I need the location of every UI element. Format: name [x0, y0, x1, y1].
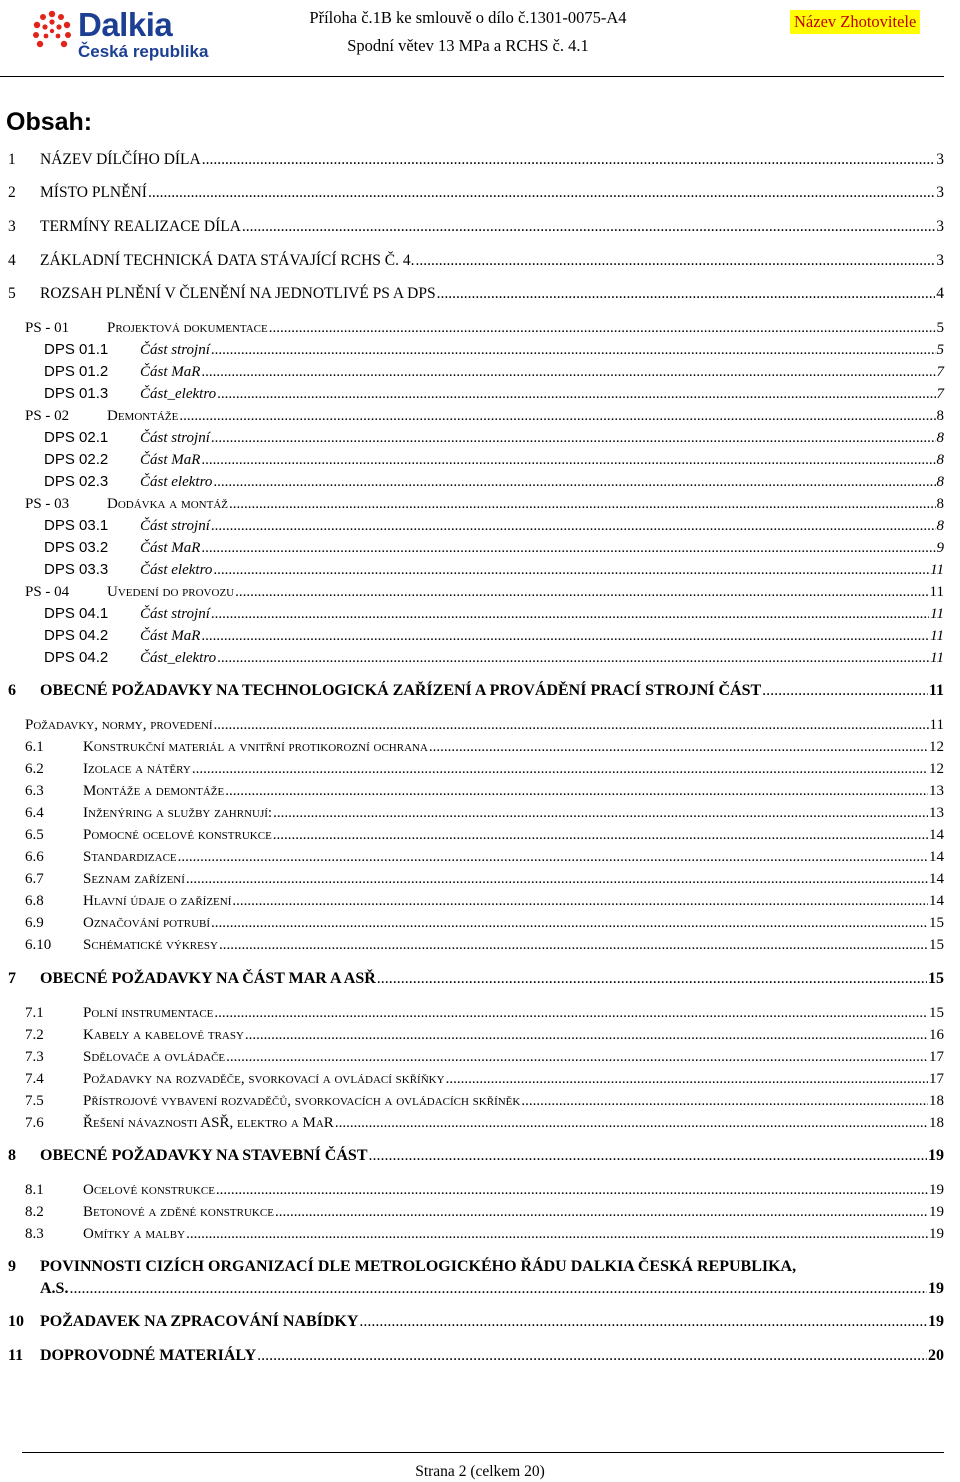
toc-entry-page: 15	[929, 937, 944, 953]
toc-entry-number: DPS 03.3	[44, 561, 109, 578]
toc-dot-leader	[211, 515, 936, 537]
toc-entry-page: 11	[929, 584, 944, 600]
toc-entry[interactable]	[0, 1068, 944, 1090]
toc-entry-title: Izolace a nátěry	[83, 761, 191, 777]
toc-entry[interactable]	[0, 1179, 944, 1201]
toc-entry-title: Přístrojové vybavení rozvaděčů, svorkovacích a ovládacích skříněk	[83, 1093, 521, 1109]
toc-dot-leader	[235, 581, 928, 603]
toc-entry-number: 6.1	[25, 739, 44, 755]
toc-dot-leader	[219, 934, 928, 956]
toc-entry-number: 3	[8, 218, 16, 235]
toc-entry[interactable]	[0, 515, 944, 537]
toc-entry-title: Polní instrumentace	[83, 1005, 214, 1021]
toc-dot-leader	[201, 625, 929, 647]
toc-dot-leader	[225, 780, 928, 802]
toc-entry[interactable]	[0, 1223, 944, 1245]
toc-entry-number: 7.6	[25, 1115, 44, 1131]
toc-entry[interactable]	[0, 581, 944, 603]
toc-entry-page: 19	[928, 1147, 944, 1164]
toc-entry[interactable]	[0, 802, 944, 824]
toc-dot-leader	[359, 1311, 927, 1333]
toc-dot-leader	[368, 1145, 927, 1167]
toc-entry-title: Část_elektro	[140, 386, 217, 402]
toc-entry-title: Pomocné ocelové konstrukce	[83, 827, 272, 843]
toc-dot-leader	[211, 427, 936, 449]
toc-entry-page: 19	[929, 1182, 944, 1198]
toc-entry-number: 8.1	[25, 1182, 44, 1198]
toc-entry-title: Část MaR	[140, 452, 201, 468]
toc-entry-title: Řešení návaznosti ASŘ, elektro a MaR	[83, 1115, 334, 1131]
toc-entry-number: 7.5	[25, 1093, 44, 1109]
toc-entry-number: DPS 01.2	[44, 363, 109, 380]
toc-entry[interactable]	[0, 1112, 944, 1134]
toc-entry-title: POVINNOSTI CIZÍCH ORGANIZACÍ DLE METROLOGICKÉHO ŘÁDU DALKIA ČESKÁ REPUBLIKA,	[40, 1258, 797, 1275]
toc-entry-title: Část elektro	[140, 562, 213, 578]
toc-entry-title: Kabely a kabelové trasy	[83, 1027, 244, 1043]
toc-entry-page: 8	[936, 474, 944, 490]
toc-entry-page: 18	[929, 1115, 944, 1131]
toc-entry[interactable]	[0, 250, 944, 272]
toc-entry-number: 8	[8, 1147, 16, 1164]
toc-entry-title: POŽADAVEK NA ZPRACOVÁNÍ NABÍDKY	[40, 1313, 359, 1330]
toc-entry-title: Ocelové konstrukce	[83, 1182, 215, 1198]
toc-dot-leader	[186, 1223, 928, 1245]
toc-entry[interactable]	[0, 559, 944, 581]
toc-dot-leader	[192, 758, 928, 780]
toc-dot-leader	[214, 714, 929, 736]
toc-entry-number: 6.7	[25, 871, 44, 887]
toc-entry-title: MÍSTO PLNĚNÍ	[40, 184, 147, 201]
toc-entry-page: 8	[936, 496, 944, 512]
toc-entry-number: DPS 02.1	[44, 429, 109, 446]
toc-dot-leader	[257, 1345, 927, 1367]
toc-entry-page: 7	[936, 364, 944, 380]
toc-entry-number: 9	[8, 1258, 16, 1275]
toc-entry[interactable]	[0, 182, 944, 204]
toc-dot-leader	[416, 250, 936, 272]
toc-entry-title: TERMÍNY REALIZACE DÍLA	[40, 218, 241, 235]
toc-entry[interactable]	[0, 1024, 944, 1046]
toc-entry-page: 5	[936, 320, 944, 336]
toc-entry-title: Schématické výkresy	[83, 937, 218, 953]
toc-entry-number: PS - 02	[25, 408, 70, 424]
toc-entry[interactable]	[0, 912, 944, 934]
toc-dot-leader	[437, 283, 936, 305]
toc-entry-title: OBECNÉ POŽADAVKY NA TECHNOLOGICKÁ ZAŘÍZENÍ A PROVÁDĚNÍ PRACÍ STROJNÍ ČÁST	[40, 682, 762, 699]
toc-entry[interactable]	[0, 603, 944, 625]
toc-entry-page: 9	[936, 540, 944, 556]
toc-entry[interactable]	[0, 317, 944, 339]
toc-entry-page: 11	[930, 628, 944, 644]
toc-entry-number: 7.1	[25, 1005, 44, 1021]
toc-dot-leader	[232, 890, 928, 912]
logo-subtitle: Česká republika	[78, 42, 209, 61]
toc-dot-leader	[762, 680, 928, 702]
toc-entry[interactable]	[0, 736, 944, 758]
toc-entry-page: 14	[929, 893, 944, 909]
toc-entry-number: 7.4	[25, 1071, 44, 1087]
toc-entry-number: 8.3	[25, 1226, 44, 1242]
toc-entry-page: 5	[936, 342, 944, 358]
toc-dot-leader	[217, 647, 929, 669]
toc-entry-number: DPS 03.1	[44, 517, 109, 534]
toc-dot-leader	[217, 383, 935, 405]
toc-entry-page: 16	[929, 1027, 944, 1043]
toc-entry-title: Hlavní údaje o zařízení	[83, 893, 232, 909]
page-header	[0, 0, 960, 76]
toc-entry[interactable]	[0, 471, 944, 493]
toc-entry-number: 6.4	[25, 805, 44, 821]
toc-entry-page: 8	[936, 452, 944, 468]
toc-entry-page: 8	[936, 518, 944, 534]
toc-entry[interactable]	[0, 339, 944, 361]
toc-entry[interactable]	[0, 383, 944, 405]
toc-entry-number: 5	[8, 285, 16, 302]
toc-entry[interactable]	[0, 1345, 944, 1367]
toc-entry[interactable]	[0, 1256, 944, 1300]
toc-entry-title: Požadavky, normy, provedení	[25, 717, 213, 733]
toc-entry-title: Inženýring a služby zahrnují:	[83, 805, 273, 821]
toc-entry-number: DPS 01.1	[44, 341, 109, 358]
toc-entry-page: 19	[928, 1313, 944, 1330]
toc-entry-page: 3	[936, 218, 944, 235]
toc-dot-leader	[69, 1278, 927, 1300]
toc-entry-number: 7	[8, 970, 16, 987]
toc-entry-number: 6.3	[25, 783, 44, 799]
toc-entry-title: Betonové a zděné konstrukce	[83, 1204, 274, 1220]
toc-entry[interactable]	[0, 1311, 944, 1333]
toc-entry-page: 20	[928, 1347, 944, 1364]
toc-entry-page: 11	[930, 562, 944, 578]
toc-entry-page: 4	[936, 285, 944, 302]
toc-entry[interactable]	[0, 1201, 944, 1223]
toc-entry-page: 13	[929, 805, 944, 821]
toc-entry[interactable]	[0, 493, 944, 515]
toc-entry[interactable]	[0, 216, 944, 238]
toc-entry-page: 3	[936, 151, 944, 168]
toc-entry-number: 1	[8, 151, 16, 168]
toc-dot-leader	[211, 339, 936, 361]
toc-entry-page: 14	[929, 871, 944, 887]
toc-entry-number: 6.5	[25, 827, 44, 843]
toc-entry-title: OBECNÉ POŽADAVKY NA ČÁST MAR A ASŘ	[40, 970, 376, 987]
toc-dot-leader	[226, 1046, 928, 1068]
toc-entry-page: 17	[929, 1049, 944, 1065]
toc-entry-page: 12	[929, 739, 944, 755]
toc-entry-number: DPS 02.2	[44, 451, 109, 468]
toc-dot-leader	[211, 603, 929, 625]
toc-entry-title: NÁZEV DÍLČÍHO DÍLA	[40, 151, 201, 168]
toc-entry[interactable]	[0, 758, 944, 780]
toc-entry-title: Uvedení do provozu	[107, 584, 235, 600]
toc-entry-title: Demontáže	[107, 408, 179, 424]
toc-entry-title: Část strojní	[140, 606, 210, 622]
toc-entry[interactable]	[0, 780, 944, 802]
toc-entry-page: 15	[929, 915, 944, 931]
toc-entry-number: 6.2	[25, 761, 44, 777]
toc-entry-page: 3	[936, 252, 944, 269]
toc-dot-leader	[269, 317, 936, 339]
toc-entry[interactable]	[0, 405, 944, 427]
logo-text	[78, 8, 208, 62]
toc-dot-leader	[201, 361, 935, 383]
logo-burst-icon	[30, 8, 74, 64]
toc-entry-title: Část strojní	[140, 430, 210, 446]
toc-entry-title: Sdělovače a ovládače	[83, 1049, 226, 1065]
toc-dot-leader	[229, 493, 936, 515]
toc-entry[interactable]	[0, 890, 944, 912]
toc-entry-number: 6.9	[25, 915, 44, 931]
toc-dot-leader	[275, 1201, 928, 1223]
toc-entry-number: DPS 04.2	[44, 649, 109, 666]
toc-entry-title: DOPROVODNÉ MATERIÁLY	[40, 1347, 257, 1364]
toc-entry-number: 6	[8, 682, 16, 699]
toc-entry-number: DPS 01.3	[44, 385, 109, 402]
toc-entry-title: Část MaR	[140, 540, 201, 556]
toc-entry-number: 10	[8, 1313, 24, 1330]
toc-entry[interactable]	[0, 868, 944, 890]
toc-entry-number: PS - 04	[25, 584, 70, 600]
toc-entry[interactable]	[0, 1002, 944, 1024]
toc-entry-page: 15	[928, 970, 944, 987]
toc-entry-title: ZÁKLADNÍ TECHNICKÁ DATA STÁVAJÍCÍ RCHS Č. 4.	[40, 252, 415, 269]
toc-entry-page: 11	[928, 682, 944, 699]
toc-dot-leader	[446, 1068, 928, 1090]
toc-title: Obsah:	[6, 108, 93, 136]
toc-dot-leader	[216, 1179, 928, 1201]
toc-dot-leader	[186, 868, 928, 890]
toc-entry-number: 2	[8, 184, 16, 201]
toc-dot-leader	[273, 802, 928, 824]
toc-dot-leader	[273, 824, 928, 846]
toc-entry-page: 18	[929, 1093, 944, 1109]
toc-entry[interactable]	[0, 680, 944, 702]
toc-entry[interactable]	[0, 824, 944, 846]
toc-entry-page: 12	[929, 761, 944, 777]
toc-dot-leader	[213, 559, 929, 581]
toc-entry-number: DPS 03.2	[44, 539, 109, 556]
dalkia-logo	[30, 6, 220, 66]
toc-entry-page: 14	[929, 849, 944, 865]
toc-dot-leader	[201, 449, 935, 471]
toc-entry-page: 3	[936, 184, 944, 201]
toc-entry[interactable]	[0, 934, 944, 956]
toc-entry[interactable]	[0, 968, 944, 990]
toc-entry-title: Část MaR	[140, 364, 201, 380]
toc-dot-leader	[335, 1112, 928, 1134]
footer-divider	[22, 1452, 944, 1453]
toc-entry-number: 6.10	[25, 937, 52, 953]
toc-entry[interactable]	[0, 537, 944, 559]
toc-entry-number: 7.2	[25, 1027, 44, 1043]
toc-entry-number: 4	[8, 252, 16, 269]
toc-entry-title: Dodávka a montáž	[107, 496, 228, 512]
toc-entry-page: 11	[929, 717, 944, 733]
toc-entry[interactable]	[0, 714, 944, 736]
toc-dot-leader	[201, 537, 935, 559]
toc-dot-leader	[148, 182, 935, 204]
toc-entry[interactable]	[0, 1090, 944, 1112]
toc-dot-leader	[179, 405, 935, 427]
toc-entry[interactable]	[0, 449, 944, 471]
toc-entry-page: 17	[929, 1071, 944, 1087]
toc-entry-page: 8	[936, 408, 944, 424]
toc-dot-leader	[429, 736, 928, 758]
toc-entry-page: 13	[929, 783, 944, 799]
toc-entry-page: 19	[929, 1204, 944, 1220]
toc-dot-leader	[214, 1002, 928, 1024]
toc-entry[interactable]	[0, 149, 944, 171]
toc-entry[interactable]	[0, 846, 944, 868]
toc-entry[interactable]	[0, 283, 944, 305]
contractor-name-placeholder: Název Zhotovitele	[790, 10, 920, 34]
toc-entry-page: 7	[936, 386, 944, 402]
toc-entry-number: PS - 03	[25, 496, 70, 512]
toc-entry-title: Konstrukční materiál a vnitřní protikorozní ochrana	[83, 739, 428, 755]
toc-entry-number: 6.8	[25, 893, 44, 909]
header-line-1: Příloha č.1B ke smlouvě o dílo č.1301-0075-A4	[309, 8, 627, 27]
toc-entry-number: 7.3	[25, 1049, 44, 1065]
toc-entry-page: 15	[929, 1005, 944, 1021]
toc-dot-leader	[211, 912, 928, 934]
toc-entry-title: Část_elektro	[140, 650, 217, 666]
toc-entry-number: DPS 02.3	[44, 473, 109, 490]
toc-entry-title: Část MaR	[140, 628, 201, 644]
toc-dot-leader	[245, 1024, 928, 1046]
toc-entry-title-continued: A.S.	[40, 1280, 69, 1297]
toc-entry-page: 14	[929, 827, 944, 843]
toc-entry[interactable]	[0, 1046, 944, 1068]
header-line-2: Spodní větev 13 MPa a RCHS č. 4.1	[347, 36, 589, 55]
toc-entry[interactable]	[0, 1145, 944, 1167]
toc-entry-page: 19	[928, 1280, 944, 1297]
toc-entry-number: DPS 04.2	[44, 627, 109, 644]
toc-entry-title: Montáže a demontáže	[83, 783, 225, 799]
toc-entry-page: 11	[930, 606, 944, 622]
toc-entry-number: 8.2	[25, 1204, 44, 1220]
toc-dot-leader	[213, 471, 935, 493]
toc-dot-leader	[242, 216, 935, 238]
toc-entry-title: Standardizace	[83, 849, 177, 865]
logo-name: Dalkia	[78, 6, 173, 43]
toc-dot-leader	[521, 1090, 928, 1112]
toc-entry-title: Požadavky na rozvaděče, svorkovací a ovládací skříňky	[83, 1071, 445, 1087]
toc-entry-page: 8	[936, 430, 944, 446]
toc-entry[interactable]	[0, 647, 944, 669]
toc-entry-page: 11	[930, 650, 944, 666]
toc-dot-leader	[178, 846, 928, 868]
toc-entry-title: Seznam zařízení	[83, 871, 185, 887]
toc-entry-title: Část strojní	[140, 342, 210, 358]
header-divider	[0, 76, 944, 77]
toc-entry-number: PS - 01	[25, 320, 70, 336]
toc-entry-title: Projektová dokumentace	[107, 320, 268, 336]
toc-entry-title: Část elektro	[140, 474, 213, 490]
toc-entry[interactable]	[0, 427, 944, 449]
toc-entry[interactable]	[0, 361, 944, 383]
header-document-info	[268, 4, 668, 60]
toc-entry-page: 19	[929, 1226, 944, 1242]
toc-entry-title: Část strojní	[140, 518, 210, 534]
toc-entry-title: OBECNÉ POŽADAVKY NA STAVEBNÍ ČÁST	[40, 1147, 368, 1164]
toc-entry-number: 6.6	[25, 849, 44, 865]
toc-dot-leader	[202, 149, 936, 171]
toc-entry-title: Omítky a malby	[83, 1226, 186, 1242]
toc-entry-number: 11	[8, 1347, 24, 1364]
page-footer: Strana 2 (celkem 20)	[415, 1463, 545, 1480]
toc-dot-leader	[377, 968, 927, 990]
toc-entry-number: DPS 04.1	[44, 605, 109, 622]
toc-entry[interactable]	[0, 625, 944, 647]
toc-entry-title: ROZSAH PLNĚNÍ V ČLENĚNÍ NA JEDNOTLIVÉ PS A DPS	[40, 285, 436, 302]
toc-entry-title: Označování potrubí	[83, 915, 211, 931]
